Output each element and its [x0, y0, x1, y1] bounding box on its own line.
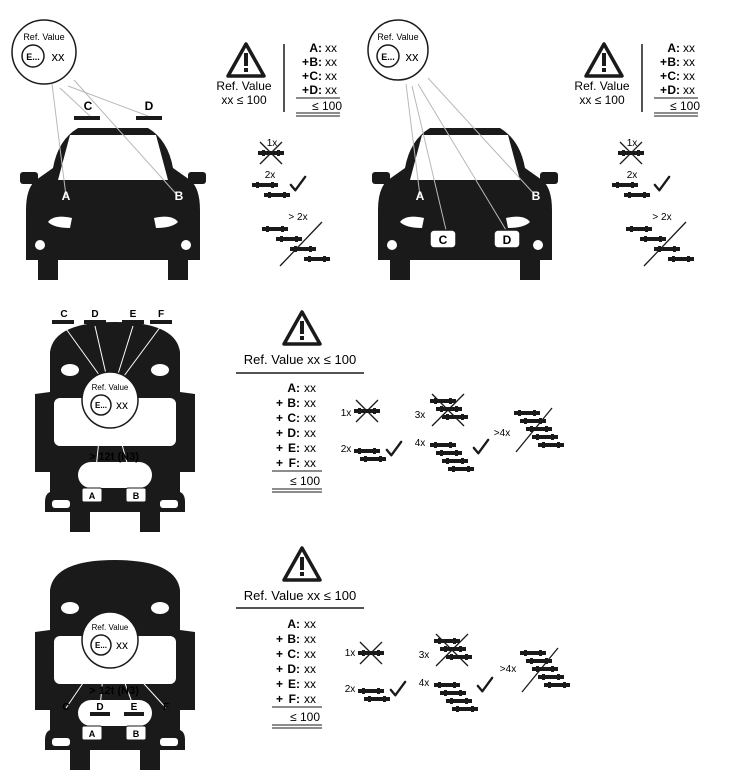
svg-text:B:: B: — [287, 632, 300, 646]
svg-text:> 12t (N3): > 12t (N3) — [89, 685, 139, 697]
svg-text:A: A — [415, 189, 425, 203]
svg-text:1x: 1x — [626, 138, 638, 149]
svg-text:D:: D: — [309, 83, 322, 97]
svg-text:+: + — [275, 692, 283, 706]
warning-block-3 — [236, 312, 364, 373]
svg-text:xx: xx — [304, 632, 316, 646]
position-label-b: B — [174, 189, 184, 203]
svg-text:A: A — [88, 729, 96, 739]
warning-ref-label: Ref. Value — [216, 79, 272, 93]
svg-text:Ref. Value: Ref. Value — [377, 32, 419, 42]
svg-text:E: E — [129, 309, 137, 320]
svg-text:xx: xx — [304, 441, 316, 455]
checkmark-icon — [655, 177, 669, 191]
svg-text:xx: xx — [116, 638, 128, 652]
position-label-c: C — [83, 99, 93, 113]
truck-bumper-diagram — [35, 560, 195, 770]
svg-text:xx ≤ 100: xx ≤ 100 — [579, 93, 625, 107]
svg-text:C:: C: — [667, 69, 680, 83]
svg-text:Ref. Value: Ref. Value — [91, 383, 129, 392]
svg-text:xx: xx — [325, 55, 337, 69]
svg-text:+: + — [275, 632, 283, 646]
svg-text:≤ 100: ≤ 100 — [670, 99, 700, 113]
svg-text:>4x: >4x — [493, 428, 511, 439]
svg-text:+: + — [659, 83, 667, 97]
svg-text:C: C — [438, 233, 448, 247]
svg-text:A:: A: — [309, 41, 322, 55]
svg-text:E:: E: — [288, 441, 300, 455]
badge-title: Ref. Value — [23, 32, 65, 42]
svg-text:B: B — [132, 491, 140, 501]
svg-text:xx: xx — [304, 647, 316, 661]
sum-table-truck-2 — [272, 617, 322, 728]
svg-text:+: + — [275, 662, 283, 676]
svg-text:xx: xx — [116, 398, 128, 412]
sum-total: ≤ 100 — [312, 99, 342, 113]
svg-text:xx: xx — [304, 381, 316, 395]
ref-value-badge — [82, 372, 138, 428]
svg-text:xx: xx — [683, 83, 695, 97]
svg-text:C:: C: — [309, 69, 322, 83]
warning-ref-line: Ref. Value xx ≤ 100 — [243, 352, 357, 367]
svg-text:≤ 100: ≤ 100 — [290, 710, 320, 724]
svg-text:D:: D: — [287, 662, 300, 676]
svg-text:D: D — [96, 702, 104, 713]
svg-text:2x: 2x — [340, 444, 352, 455]
svg-text:+: + — [275, 441, 283, 455]
svg-text:xx: xx — [304, 692, 316, 706]
sum-table-truck-1 — [272, 381, 322, 492]
svg-text:xx: xx — [304, 396, 316, 410]
svg-text:xx: xx — [405, 49, 419, 64]
svg-text:3x: 3x — [414, 410, 426, 421]
svg-text:2x: 2x — [264, 170, 276, 181]
truck-class-label: > 12t (N3) — [89, 451, 139, 463]
svg-text:+: + — [301, 83, 309, 97]
svg-text:B:: B: — [667, 55, 680, 69]
warning-ref-condition: xx ≤ 100 — [221, 93, 267, 107]
warning-triangle-icon — [284, 312, 320, 344]
svg-text:+: + — [275, 456, 283, 470]
svg-text:xx: xx — [304, 456, 316, 470]
svg-text:xx: xx — [325, 69, 337, 83]
svg-text:3x: 3x — [418, 650, 430, 661]
svg-text:+: + — [275, 426, 283, 440]
svg-text:Ref. Value xx ≤ 100: Ref. Value xx ≤ 100 — [243, 588, 357, 603]
svg-text:D: D — [502, 233, 512, 247]
svg-text:E: E — [130, 702, 138, 713]
ref-value-badge — [368, 20, 428, 80]
car-bumper-diagram — [368, 20, 558, 282]
warning-block-2 — [574, 44, 642, 112]
svg-text:Ref. Value: Ref. Value — [574, 79, 630, 93]
svg-text:xx: xx — [304, 617, 316, 631]
svg-text:+: + — [301, 69, 309, 83]
svg-text:xx: xx — [304, 662, 316, 676]
warning-triangle-icon — [586, 44, 622, 76]
svg-text:D:: D: — [287, 426, 300, 440]
ref-value-badge — [12, 20, 76, 84]
position-label-d: D — [144, 99, 154, 113]
badge-code: E... — [26, 52, 40, 62]
svg-text:E...: E... — [94, 641, 108, 650]
count-rules-car-1 — [252, 138, 330, 266]
svg-text:C:: C: — [287, 411, 300, 425]
svg-text:xx: xx — [304, 411, 316, 425]
svg-text:≤ 100: ≤ 100 — [290, 474, 320, 488]
svg-text:xx: xx — [304, 426, 316, 440]
svg-text:+: + — [275, 647, 283, 661]
checkmark-icon — [291, 177, 305, 191]
svg-text:A:: A: — [287, 381, 300, 395]
svg-text:+: + — [275, 677, 283, 691]
count-rules-truck-1 — [341, 394, 564, 472]
svg-text:+: + — [275, 396, 283, 410]
svg-text:A:: A: — [287, 617, 300, 631]
svg-text:F: F — [157, 309, 165, 320]
svg-text:xx: xx — [325, 41, 337, 55]
car-roof-diagram — [12, 20, 206, 282]
svg-text:> 2x: > 2x — [288, 212, 308, 223]
svg-text:D: D — [91, 309, 99, 320]
svg-text:4x: 4x — [418, 678, 430, 689]
svg-text:B:: B: — [287, 396, 300, 410]
warning-triangle-icon — [228, 44, 264, 76]
sensor-d — [136, 116, 162, 120]
svg-text:B: B — [531, 189, 541, 203]
svg-text:1x: 1x — [266, 138, 278, 149]
svg-text:C:: C: — [287, 647, 300, 661]
svg-text:Ref. Value: Ref. Value — [91, 623, 129, 632]
svg-text:1x: 1x — [340, 408, 352, 419]
svg-text:F:: F: — [288, 456, 300, 470]
svg-text:xx: xx — [304, 677, 316, 691]
svg-text:B:: B: — [309, 55, 322, 69]
svg-text:C: C — [60, 309, 68, 320]
svg-text:xx: xx — [325, 83, 337, 97]
svg-text:+: + — [659, 69, 667, 83]
count-rules-car-2 — [612, 138, 694, 266]
warning-block-1 — [216, 44, 284, 112]
position-label-a: A — [61, 189, 71, 203]
svg-text:+: + — [301, 55, 309, 69]
svg-text:xx: xx — [683, 55, 695, 69]
svg-text:+: + — [275, 411, 283, 425]
svg-text:4x: 4x — [414, 438, 426, 449]
svg-text:1x: 1x — [344, 648, 356, 659]
svg-text:A:: A: — [667, 41, 680, 55]
svg-text:xx: xx — [683, 69, 695, 83]
svg-text:C: C — [62, 702, 70, 713]
svg-text:> 2x: > 2x — [652, 212, 672, 223]
svg-text:E...: E... — [381, 52, 395, 62]
svg-text:+: + — [659, 55, 667, 69]
svg-text:>4x: >4x — [499, 664, 517, 675]
svg-text:2x: 2x — [626, 170, 638, 181]
sum-table-car-1 — [296, 41, 342, 116]
sensor-c — [74, 116, 100, 120]
warning-block-4 — [236, 548, 364, 608]
svg-text:xx: xx — [683, 41, 695, 55]
svg-text:D:: D: — [667, 83, 680, 97]
count-rules-truck-2 — [345, 634, 570, 712]
svg-text:F: F — [162, 702, 170, 713]
warning-triangle-icon — [284, 548, 320, 580]
ref-value-badge — [82, 612, 138, 668]
svg-text:F:: F: — [288, 692, 300, 706]
sum-table-car-2 — [654, 41, 700, 116]
svg-text:A: A — [88, 491, 96, 501]
svg-text:E:: E: — [288, 677, 300, 691]
svg-text:2x: 2x — [344, 684, 356, 695]
svg-text:B: B — [132, 729, 140, 739]
badge-value: xx — [51, 49, 65, 64]
truck-roof-diagram — [35, 309, 195, 532]
svg-text:E...: E... — [94, 401, 108, 410]
